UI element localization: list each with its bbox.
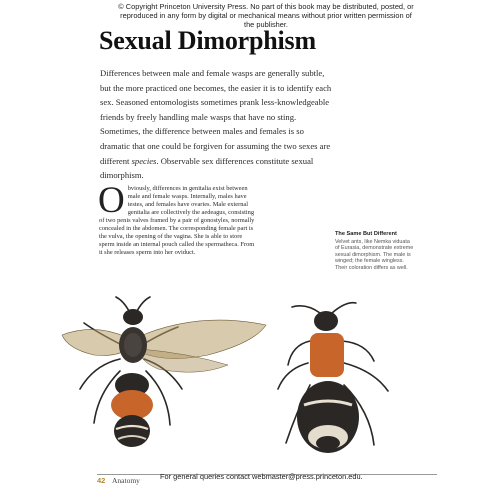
- intro-text-end: . Observable sex differences constitute sexual dimorphism.: [100, 155, 314, 181]
- caption-text: Velvet ants, like Nemka viduata of Eurasia, demonstrate extreme sexual dimorphism. The male is winged; the female wingless. Their coloration differs as well.: [335, 238, 414, 271]
- section-name: Anatomy: [112, 476, 140, 485]
- intro-text-start: Differences between male and female wasps are generally subtle, but the more practiced one becomes, the easier it is to identify each sex. Seasoned entomologists sometimes prank less-knowledgeable friends by freely handling male wasps that have no sting. Sometimes, the difference between males and females is so dramatic that one could be forgiven for assuming the two sexes are different: [100, 68, 332, 166]
- wingless-female-wasp-image: [270, 293, 412, 463]
- image-caption: [335, 231, 415, 272]
- page-title: Sexual Dimorphism: [99, 26, 316, 55]
- caption-title: The Same But Different: [335, 231, 397, 237]
- copyright-notice: © Copyright Princeton University Press. No part of this book may be distributed, posted, or reproduced in any form by digital or mechanical means without prior written permission of the publisher.: [118, 2, 414, 29]
- body-text: bviously, differences in genitalia exist between male and female wasps. Internally, males have testes, and females have ovaries. Male external genitalia are collectively the aedeagus, consisting of two penis valves framed by a pair of gonostyles, normally concealed in the abdomen. The corresponding female part is the vulva, the opening of the vagina. She is able to store sperm inside an internal pouch called the spermatheca. From it she releases sperm into her oviduct.: [99, 185, 255, 256]
- contact-notice: For general queries contact webmaster@press.princeton.edu.: [160, 472, 363, 481]
- drop-cap: O: [98, 180, 125, 221]
- page-number: 42: [97, 476, 106, 485]
- intro-paragraph: [100, 66, 332, 183]
- body-paragraph: [98, 180, 259, 257]
- intro-italic-word: species: [131, 155, 157, 166]
- winged-male-wasp-image: [58, 293, 270, 463]
